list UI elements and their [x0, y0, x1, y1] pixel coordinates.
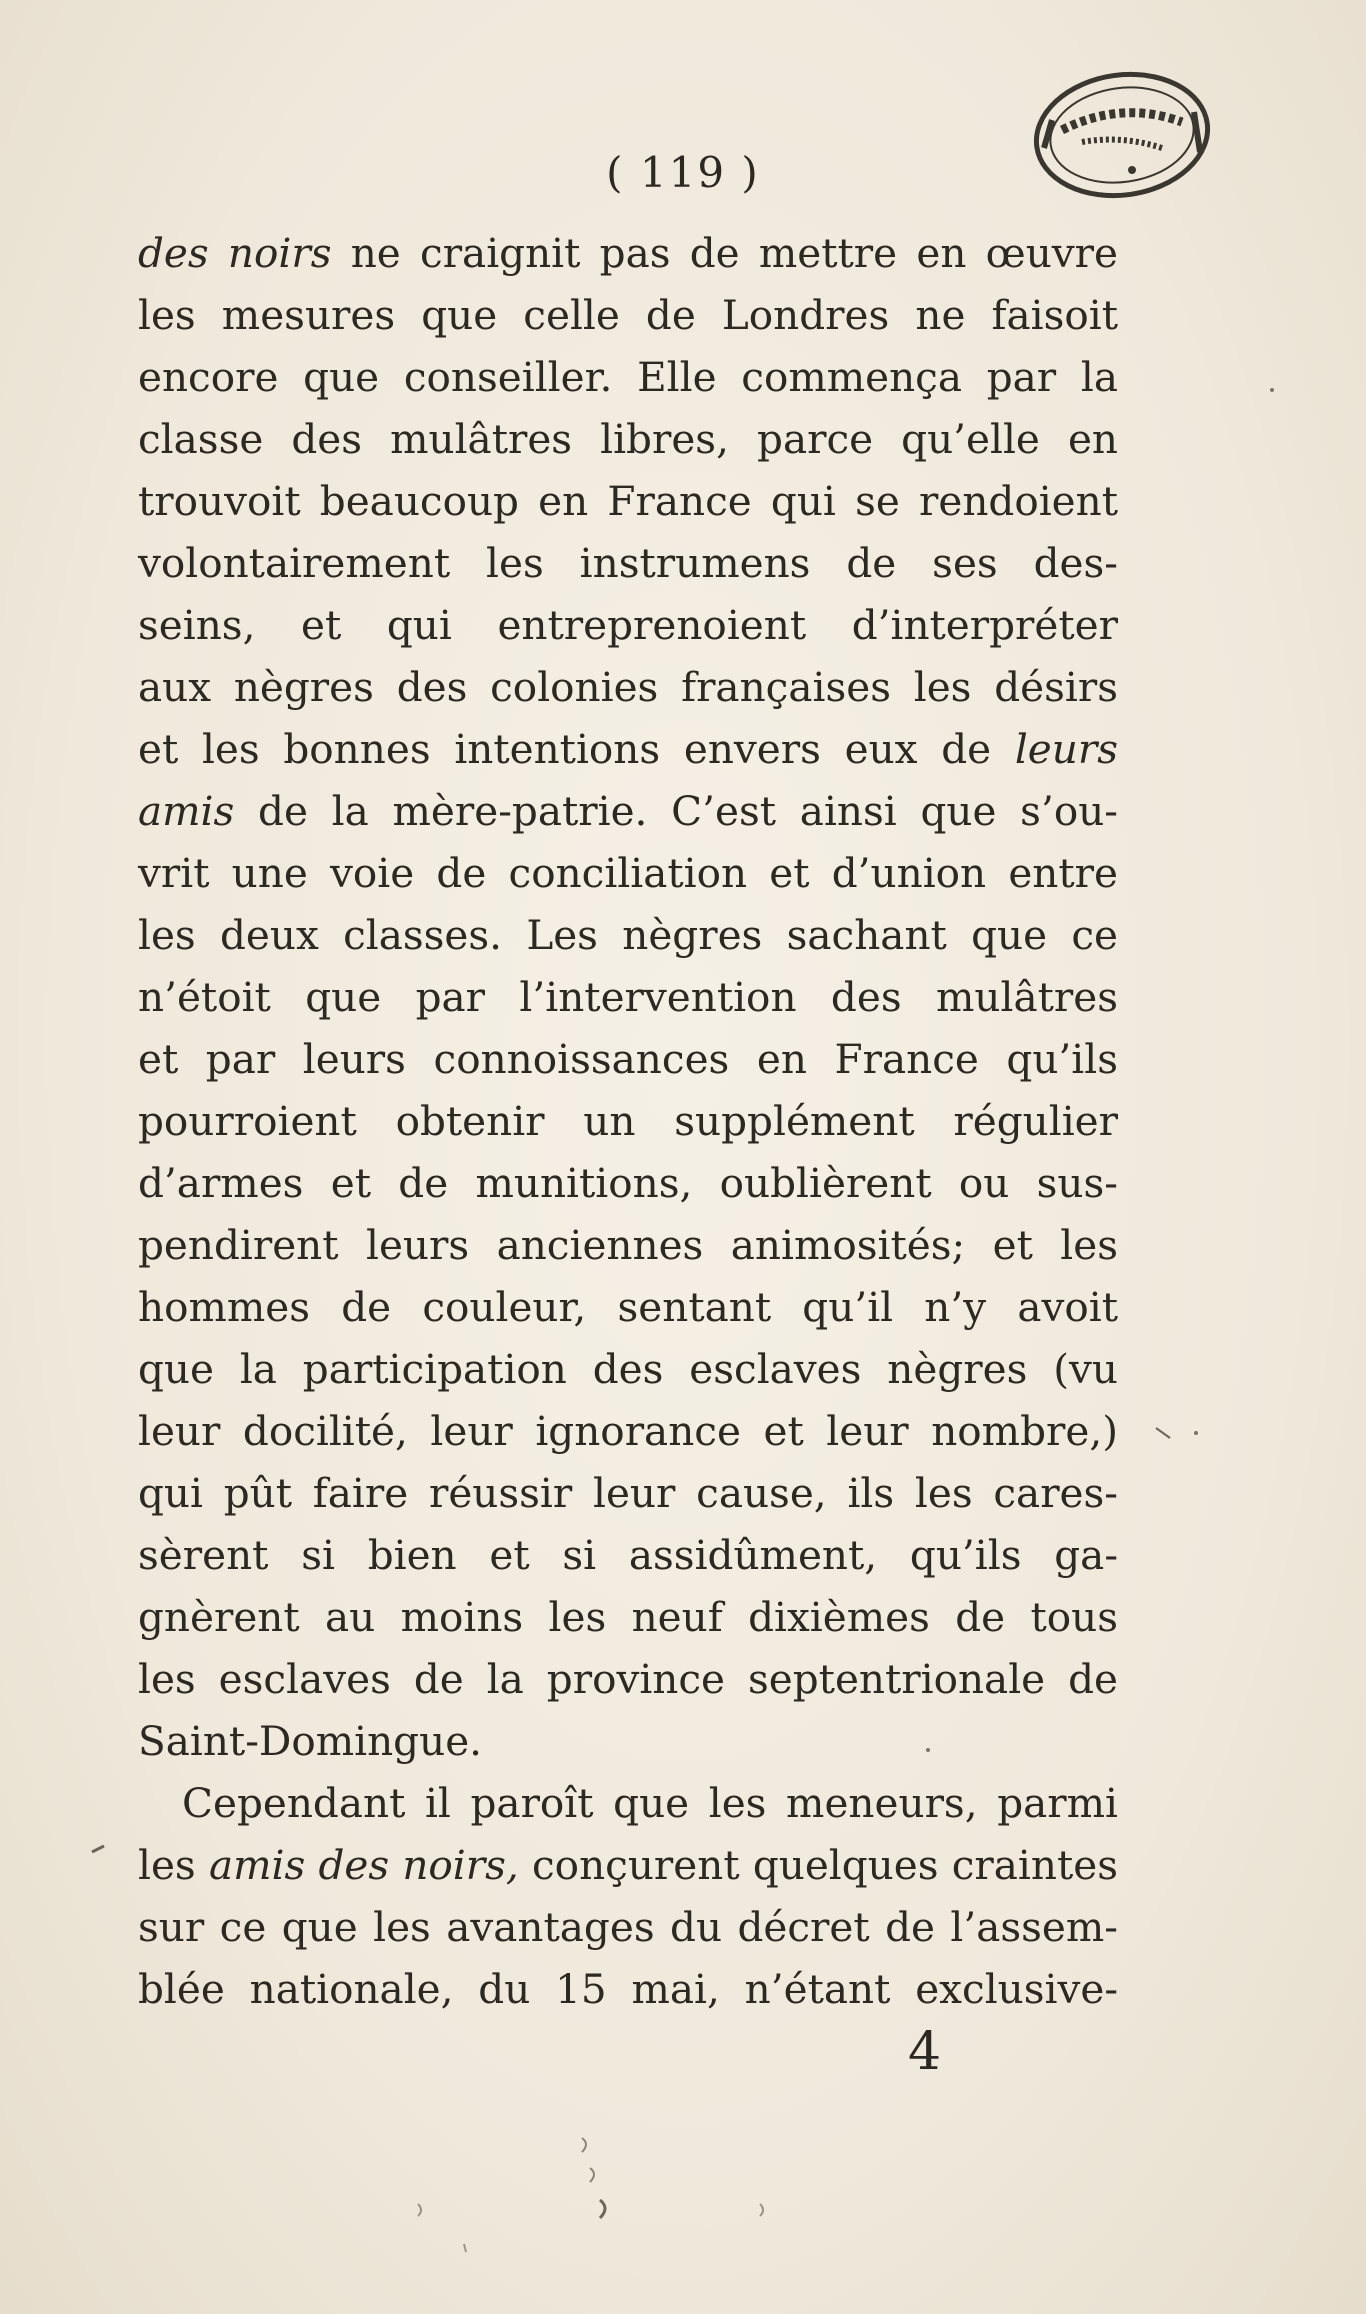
text-line — [138, 842, 1118, 904]
text-segment: ne craignit pas de mettre en œuvre — [331, 229, 1118, 277]
text-line — [138, 966, 1118, 1028]
text-segment: pourroient obtenir un supplément régulier — [138, 1097, 1118, 1145]
text-line — [138, 1090, 1118, 1152]
signature-mark: 4 — [908, 2022, 942, 2082]
text-segment: les esclaves de la province septentrionale de — [138, 1655, 1118, 1703]
body-text — [138, 222, 1118, 2020]
text-segment: volontairement les instrumens de ses des- — [138, 539, 1118, 587]
text-segment: sur ce que les avantages du décret de l’assem- — [138, 1903, 1118, 1951]
text-segment: les — [138, 1841, 209, 1889]
text-segment: hommes de couleur, sentant qu’il n’y avoit — [138, 1283, 1118, 1331]
text-line — [138, 1896, 1118, 1958]
text-line — [138, 1028, 1118, 1090]
text-segment: de la mère-patrie. C’est ainsi que s’ou- — [234, 787, 1118, 835]
text-line — [138, 1276, 1118, 1338]
text-line — [138, 1834, 1118, 1896]
text-line — [138, 1958, 1118, 2020]
text-line — [138, 222, 1118, 284]
text-segment: sèrent si bien et si assidûment, qu’ils ga- — [138, 1531, 1118, 1579]
text-line — [138, 284, 1118, 346]
italic-text: des noirs — [138, 229, 332, 277]
text-line — [138, 408, 1118, 470]
text-line — [138, 1152, 1118, 1214]
text-segment: d’armes et de munitions, oublièrent ou sus- — [138, 1159, 1118, 1207]
text-line — [138, 1524, 1118, 1586]
text-line — [138, 1710, 1118, 1772]
italic-text: amis — [138, 787, 235, 835]
text-segment: classe des mulâtres libres, parce qu’elle en — [138, 415, 1118, 463]
page-number: ( 119 ) — [606, 148, 760, 197]
text-segment: qui pût faire réussir leur cause, ils les cares- — [138, 1469, 1118, 1517]
text-segment: blée nationale, du 15 mai, n’étant exclusive- — [138, 1965, 1118, 2013]
text-segment: Cependant il paroît que les meneurs, parmi — [182, 1779, 1118, 1827]
text-line — [138, 1214, 1118, 1276]
text-line — [138, 1338, 1118, 1400]
text-line — [138, 594, 1118, 656]
text-line — [138, 656, 1118, 718]
text-segment: les mesures que celle de Londres ne faisoit — [138, 291, 1118, 339]
text-segment: n’étoit que par l’intervention des mulâtres — [138, 973, 1118, 1021]
text-segment: encore que conseiller. Elle commença par la — [138, 353, 1118, 401]
text-segment: vrit une voie de conciliation et d’union entre — [138, 849, 1118, 897]
text-line — [138, 780, 1118, 842]
text-line — [138, 1586, 1118, 1648]
text-segment: pendirent leurs anciennes animosités; et les — [138, 1221, 1118, 1269]
text-line — [138, 1462, 1118, 1524]
text-line — [138, 1648, 1118, 1710]
text-segment: les deux classes. Les nègres sachant que ce — [138, 911, 1118, 959]
text-segment: leur docilité, leur ignorance et leur nombre,) — [138, 1407, 1118, 1455]
text-segment: conçurent quelques craintes — [518, 1841, 1118, 1889]
text-segment: que la participation des esclaves nègres (vu — [138, 1345, 1118, 1393]
italic-text: amis des noirs, — [208, 1841, 519, 1889]
text-segment: et les bonnes intentions envers eux de — [138, 725, 1015, 773]
text-segment: aux nègres des colonies françaises les désirs — [138, 663, 1118, 711]
text-line — [138, 904, 1118, 966]
text-line — [138, 346, 1118, 408]
text-segment: gnèrent au moins les neuf dixièmes de tous — [138, 1593, 1118, 1641]
text-line — [138, 1772, 1118, 1834]
text-line — [138, 718, 1118, 780]
text-line — [138, 470, 1118, 532]
text-segment: trouvoit beaucoup en France qui se rendoient — [138, 477, 1118, 525]
text-line — [138, 532, 1118, 594]
text-segment: et par leurs connoissances en France qu’ils — [138, 1035, 1118, 1083]
text-segment: seins, et qui entreprenoient d’interpréter — [138, 601, 1118, 649]
italic-text: leurs — [1014, 725, 1118, 773]
text-line — [138, 1400, 1118, 1462]
text-segment: Saint-Domingue. — [138, 1717, 483, 1765]
